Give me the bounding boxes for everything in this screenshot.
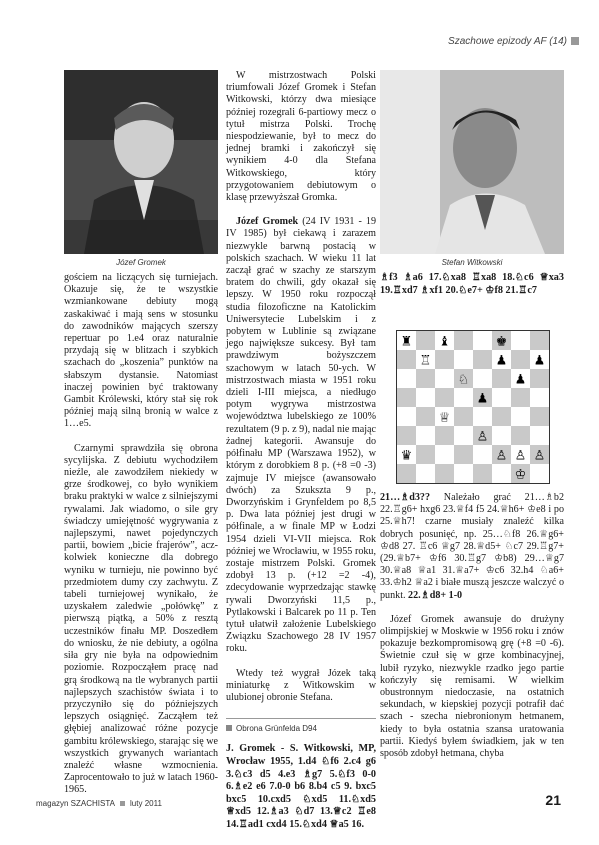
chess-diagram <box>396 330 548 482</box>
board-square <box>416 426 435 445</box>
game-score <box>226 743 376 831</box>
chess-piece: ♖ <box>419 353 432 369</box>
board-square <box>492 407 511 426</box>
footer <box>36 799 162 808</box>
col1-paragraph-1: gościem na liczących się turniejach. Okazuje się, że te wszystkie wzmiankowane debiuty mogą zaskakiwać i mają sens w stosunku do zawodników mających szerszy repertuar po 1.e4 oraz naturalnie przydają się w blitzach i szybkich szachach do „koszenia” punktów na słabszym dystansie. Natomiast inaczej powinien być traktowany Gambit Królewski, który stał się rok później mają silną bronią w walce z 1…e5. <box>64 272 218 430</box>
board-square <box>435 350 454 369</box>
chess-board <box>396 330 550 484</box>
footer-issue: luty 2011 <box>130 799 162 808</box>
game-moves-continued: ♗f3 ♗a6 17.♘xa8 ♖xa8 18.♘c6 ♕xa3 19.♖xd7 ♗xf1 20.♘e7+ ♔f8 21.♖c7 <box>380 272 564 296</box>
board-square <box>435 426 454 445</box>
board-square <box>473 350 492 369</box>
photo-caption-left: Józef Gromek <box>116 258 166 267</box>
board-square <box>473 445 492 464</box>
col3-key-move: 21…♗d3?? <box>380 492 430 503</box>
board-square <box>416 369 435 388</box>
col3-final-moves: 22.♗d8+ 1-0 <box>405 589 463 601</box>
board-square <box>416 445 435 464</box>
chess-piece: ♝ <box>438 334 451 350</box>
header-square-icon <box>571 37 579 45</box>
board-square <box>416 388 435 407</box>
col3-paragraph-1 <box>380 492 564 602</box>
chess-piece: ♙ <box>514 448 527 464</box>
column-1 <box>64 272 218 797</box>
running-header-title: Szachowe epizody AF (14) <box>448 36 567 47</box>
board-square <box>473 407 492 426</box>
col2-person-name: Józef Gromek <box>236 216 299 228</box>
board-square <box>492 426 511 445</box>
board-square <box>454 331 473 350</box>
board-square <box>397 426 416 445</box>
col2-paragraph-2-text: (24 IV 1931 - 19 IV 1985) był ciekawą i zarazem niezwykle barwną postacią w polskich szachach. W wieku 11 lat zaczął grać w szachy ze starszym bratem do chwili, gdy okazał się lepszy. W 1950 roku rozpoczął studia filozoficzne na Katolickim Uniwersytecie Lubelskim i z pobytem w Lublinie są związane jego największe sukcesy. Był tam prawdziwym bożyszczem szachowym w latach 50-ych. W mistrzostwach miasta w 1951 roku dzieli I-III miejsca, a niedługo potym wygrywa mistrzostwa województwa lubelskiego ze 100% rezultatem (9 p. z 9), nadal nie mając żadnej kategorii. Awansuje do półfinału MP (Warszawa 1952), w którym z dorobkiem 8 p. (+8 =0 -3) zajmuje IV miejsce (awansowało dwóch) za Szukszta 9 p., Dworzyńskim i Grynfeldem po 8,5 p. Dwa lata później jest drugi w półfinale, a w finale MP w Łodzi 1954 dzieli VI-VII miejsca. Rok później we Wrocławiu, w 1955 roku, zostaje mistrzem Polski. Gromek zdobył 13 p. (+12 =2 -4), zdecydowanie wyprzedzając stawkę rywali Dworzyński 11,5 p., Pytlakowski i Balcarek po 11 p. Ten tytuł ułatwił założenie Lubelskiego Związku Szachowego 28 IV 1957 roku. <box>226 216 376 655</box>
column-3-lower <box>380 492 564 760</box>
board-square <box>473 464 492 483</box>
board-square <box>492 369 511 388</box>
board-square <box>473 369 492 388</box>
board-square <box>454 350 473 369</box>
portrait-illustration-right <box>380 70 564 254</box>
chess-piece: ♛ <box>400 448 413 464</box>
chess-piece: ♟ <box>514 372 527 388</box>
chess-piece: ♔ <box>514 467 527 483</box>
board-square <box>530 388 549 407</box>
board-square <box>511 331 530 350</box>
col2-paragraph-1: W mistrzostwach Polski triumfowali Józef Gromek i Stefan Witkowski, którzy dwa miesiące później rozegrali 6-partiowy mecz o tytuł mistrza Polski. Trochę niespodziewanie, był to mecz do jednej bramki i zakończył się wynikiem 4-0 dla Stefana Witkowskiego, który przygotowaniem debiutowym o klasę przewyższał Gromka. <box>226 70 376 204</box>
footer-magazine: magazyn SZACHISTA <box>36 799 115 808</box>
photo-jozef-gromek <box>64 70 218 254</box>
photo-stefan-witkowski <box>380 70 564 254</box>
chess-piece: ♟ <box>495 353 508 369</box>
column-2 <box>226 70 376 832</box>
board-square <box>435 445 454 464</box>
board-square <box>397 350 416 369</box>
opening-label <box>226 718 376 735</box>
board-square <box>530 426 549 445</box>
page-number: 21 <box>545 792 561 808</box>
board-square <box>454 388 473 407</box>
col3-paragraph-1-text: Należało grać 21…♗b2 22.♖g6+ hxg6 23.♕f4 f5 24.♕h6+ ♔e8 i po 25.♕h7! czarne musiały znaleźć kilka dobrych posunięć, np. 25…♘f8 26.♕g6+ ♔d8 27. ♖c6 ♕g7 28.♕d5+ ♘c7 29.♖g7+ (29.♕b7+ ♔f6 30.♖g7 ♔b8) 29…♕g7 30.♕a8 ♕a1 31.♕a7+ ♔c6 32.h4 ♘a6+ 33.♔h2 ♕a2 i białe muszą jeszcze walczyć o punkt. <box>380 492 564 601</box>
footer-separator-icon <box>120 801 125 806</box>
board-square <box>416 407 435 426</box>
board-square <box>397 407 416 426</box>
board-square <box>511 350 530 369</box>
board-square <box>492 388 511 407</box>
chess-piece: ♙ <box>533 448 546 464</box>
board-square <box>416 464 435 483</box>
board-square <box>435 369 454 388</box>
game-header: J. Gromek - S. Witkowski, <box>226 743 353 755</box>
photo-caption-right: Stefan Witkowski <box>441 258 503 267</box>
board-square <box>511 426 530 445</box>
game-moves: MP, Wrocław 1955, 1.d4 ♘f6 2.c4 g6 3.♘c3 d5 4.e3 ♗g7 5.♘f3 0-0 6.♗e2 e6 7.0-0 b6 8.b4 c5 9. bxc5 bxc5 10.cxd5 ♘xd5 11.♘xd5 ♕xd5 12.♗a3 ♘d7 13.♕c2 ♖e8 14.♖ad1 cxd4 15.♘xd4 ♕a5 16. <box>226 743 376 830</box>
col3-paragraph-2: Józef Gromek awansuje do drużyny olimpijskiej w Moskwie w 1956 roku i znów pokazuje bezkompromisową grę (+8 =0 -6). Świetnie czuł się w grze kombinacyjnej, lubił ryzyko, niezwykle rzadko jego partie kończyły się remisami. W wielkim obustronnym niedoczasie, na ostatnich sekundach, w kiepskiej pozycji potrafił dać szach - szecha niebronionym hetmanem, kiedy to była ostatnia szansa uratowania partii. Kiedyś byłem świadkiem, jak w ten sposób zdobył hetmana, chyba <box>380 613 564 760</box>
chess-piece: ♙ <box>495 448 508 464</box>
board-square <box>511 407 530 426</box>
board-square <box>530 407 549 426</box>
chess-piece: ♘ <box>457 372 470 388</box>
board-square <box>530 369 549 388</box>
board-square <box>454 426 473 445</box>
board-square <box>492 464 511 483</box>
chess-piece: ♜ <box>400 334 413 350</box>
board-square <box>530 464 549 483</box>
board-square <box>435 464 454 483</box>
column-3 <box>380 272 564 297</box>
col1-paragraph-2: Czarnymi sprawdziła się obrona sycylijska. Z debiutu wychodziłem nieźle, ale zawodziłem niekiedy w grze środkowej, co było wynikiem braku praktyki w walce z silniejszymi rywalami. Jak wiadomo, o sile gry świadczy umiejętność wygrywania z najlepszymi, nawet pojedynczych partii, bowiem „bicie frajerów”, aczkolwiek konieczne dla dobrego wyniku w turnieju, nie powinno być przedmiotem dumy czy zachwytu. Z tabeli turniejowej wynikało, że uzyskałem zaledwie „połówkę” z pierwszą piątką, a 50% z resztą uczestników finału MP. Doszedłem do wniosku, że nie debiuty, a ogólna siła gry nie była na odpowiednim poziomie. Rozpocząłem pracę nad grą środkową na tle wybranych partii najlepszych szachistów świata i to przyczyniło się do późniejszych lepszych osiągnięć. Zacząłem też głębiej analizować różne pozycje gambitu królewskiego, starając się we wszystkich grywanych wariantach znaleźć własne wzmocnienia. Zaprocentowało to już w latach 1960-1965. <box>64 442 218 796</box>
board-square <box>397 388 416 407</box>
board-square <box>530 331 549 350</box>
portrait-illustration <box>64 70 218 254</box>
chess-piece: ♙ <box>476 429 489 445</box>
board-square <box>454 464 473 483</box>
board-square <box>416 331 435 350</box>
opening-square-icon <box>226 725 232 731</box>
col2-paragraph-3: Wtedy też wygrał Józek taką miniaturkę z Witkowskim w ulubionej obronie Stefana. <box>226 667 376 703</box>
board-square <box>473 331 492 350</box>
board-square <box>454 407 473 426</box>
chess-piece: ♟ <box>533 353 546 369</box>
col2-paragraph-2 <box>226 216 376 655</box>
running-header <box>448 36 579 47</box>
board-square <box>397 464 416 483</box>
opening-name: Obrona Grünfelda D94 <box>236 724 317 734</box>
board-square <box>454 445 473 464</box>
chess-piece: ♟ <box>476 391 489 407</box>
chess-piece: ♚ <box>495 334 508 350</box>
board-square <box>511 388 530 407</box>
board-square <box>435 388 454 407</box>
board-square <box>397 369 416 388</box>
chess-piece: ♕ <box>438 410 451 426</box>
